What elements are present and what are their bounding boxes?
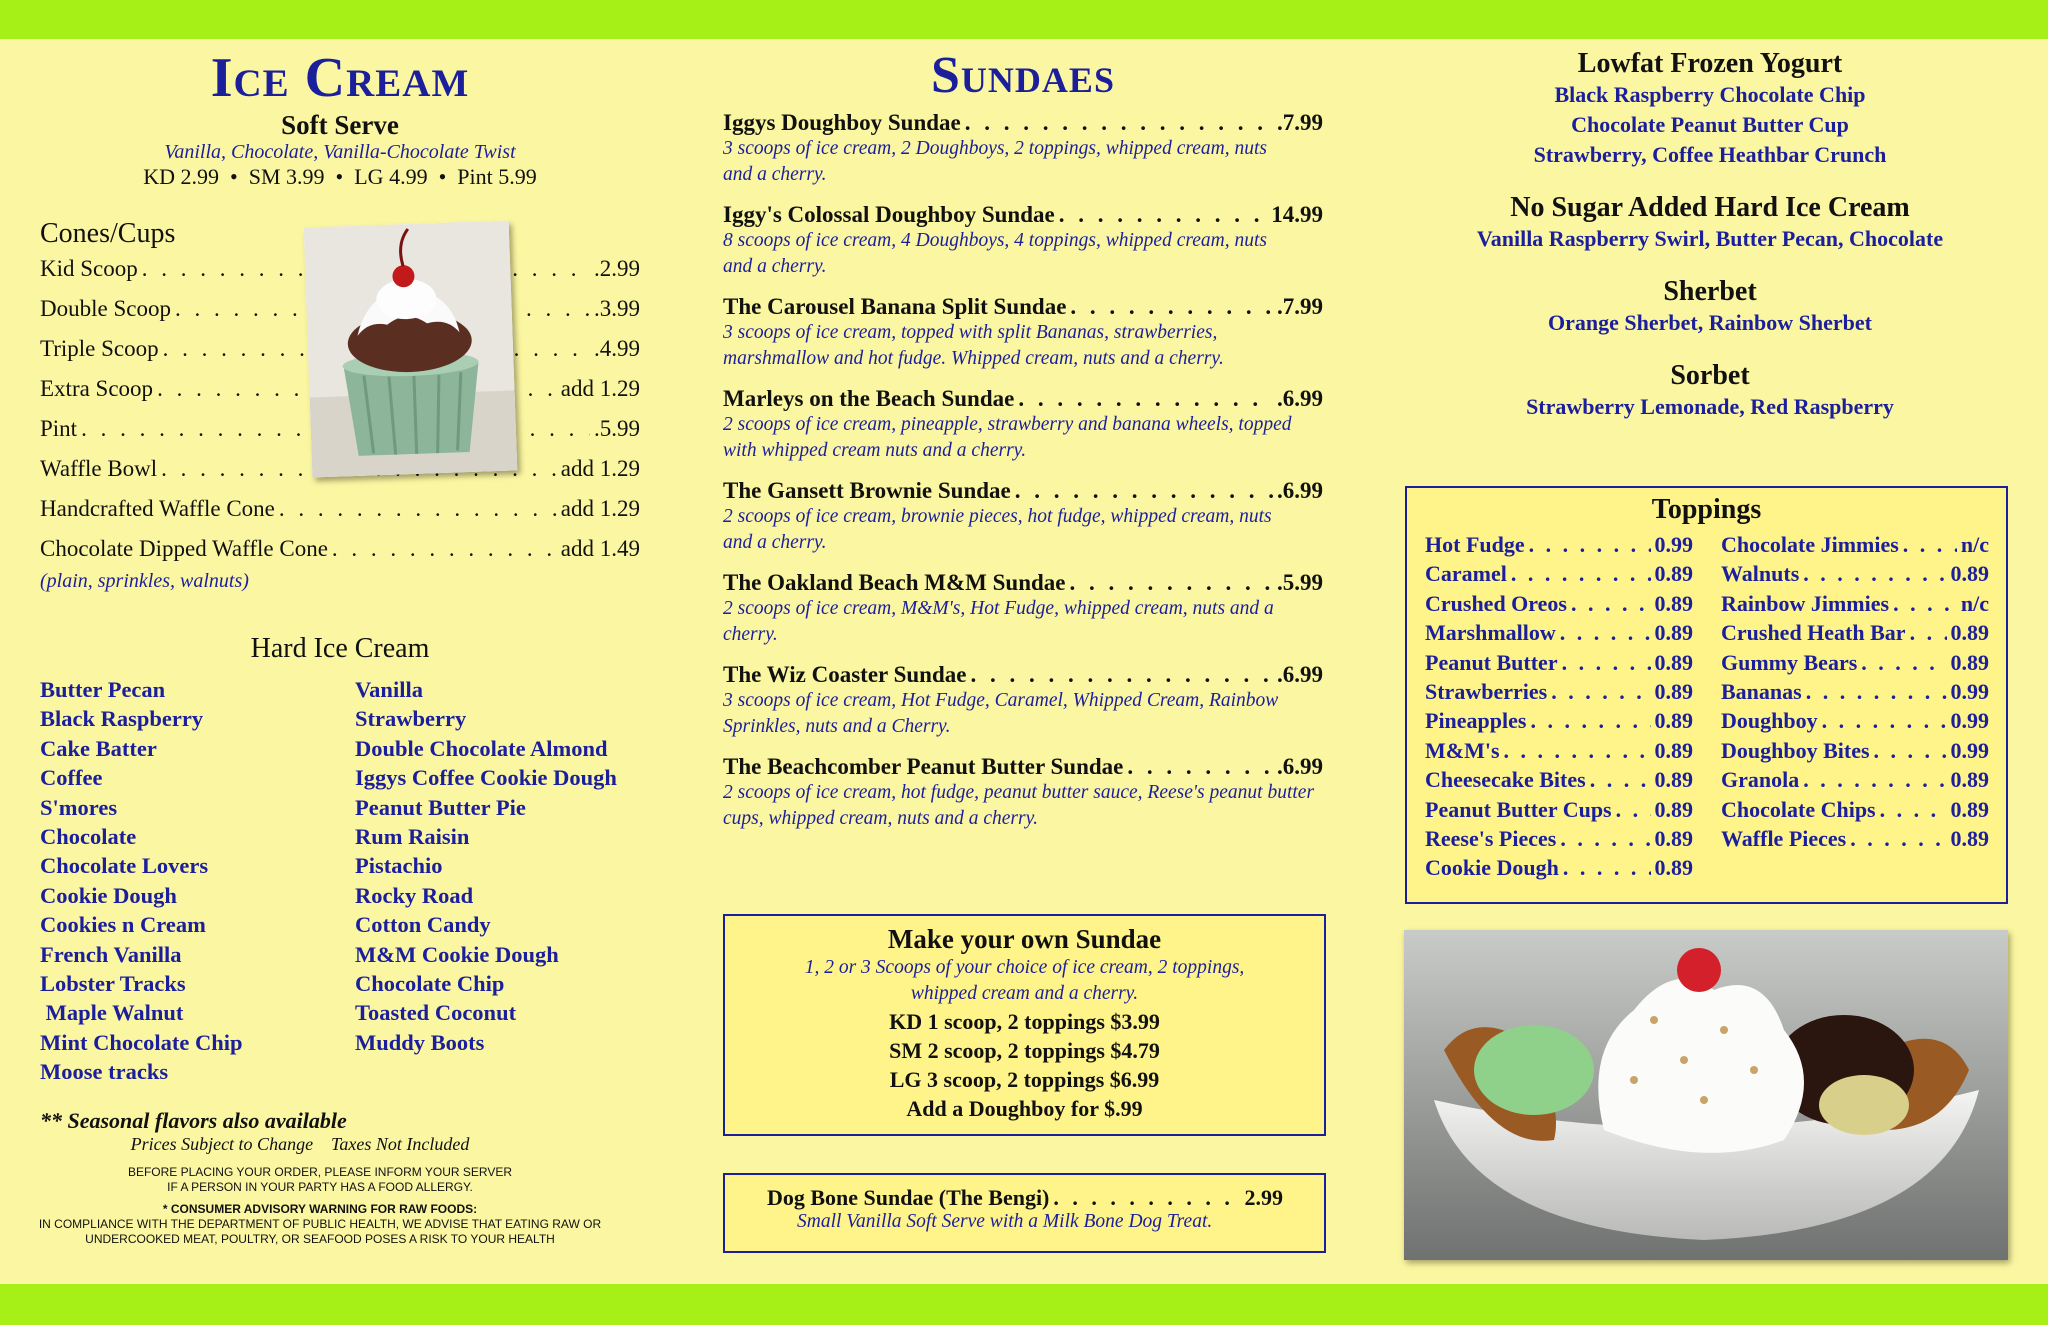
sundae-row: The Gansett Brownie Sundae . . . .6.99 [723,478,1323,504]
frozen-column [1410,48,2010,422]
flavor-item: Strawberry [355,706,467,732]
flavor-item: Vanilla [355,677,423,702]
flavor-item: Cookies n Cream [40,912,206,938]
toppings-right [1721,532,1989,885]
flavor-item: Rocky Road [355,882,474,908]
myo-title: Make your own Sundae [887,924,1162,954]
flavor-item: S'mores [40,794,118,820]
dog-sundae-desc: Small Vanilla Soft Serve with a Milk Bone Dog Treat. [797,1211,1213,1232]
flavor-item: Rum Raisin [355,823,470,849]
sundae-item [723,202,1323,280]
sundaes-title: Sundaes [931,47,1115,104]
topping-row: Reese's Pieces . . . 0.89 [1425,826,1693,855]
sorbet-title: Sorbet [1670,360,1750,391]
toppings-title: Toppings [1651,494,1762,525]
flavor-item: French Vanilla [40,941,182,967]
myo-line: Add a Doughboy for $.99 [906,1096,1143,1121]
advisory-line: UNDERCOOKED MEAT, POULTRY, OR SEAFOOD POSES A RISK TO YOUR HEALTH [85,1232,555,1247]
flavor-item: M&M Cookie Dough [355,941,559,967]
flavor-item: Mint Chocolate Chip [40,1029,243,1055]
flavor-item: Chocolate [40,823,137,849]
topping-row: Doughboy . . . 0.99 [1721,708,1989,737]
sundae-desc: 8 scoops of ice cream, 4 Doughboys, 4 toppings, whipped cream, nuts and a cherry. [723,230,1267,277]
topping-row: Crushed Oreos . . . 0.89 [1425,591,1693,620]
flavor-list-left [40,675,355,1086]
sundae-row: Iggys Doughboy Sundae . . . .7.99 [723,110,1323,136]
sherbet-line: Orange Sherbet, Rainbow Sherbet [1548,310,1872,335]
dog-sundae-box [723,1173,1326,1253]
allergy-notice [10,1165,630,1195]
hard-flavors [40,675,680,1086]
topping-row: Caramel . . . 0.89 [1425,561,1693,590]
topping-row: M&M's . . . 0.89 [1425,738,1693,767]
nosugar-line: Vanilla Raspberry Swirl, Butter Pecan, Chocolate [1476,226,1944,251]
topping-row: Rainbow Jimmies . . . n/c [1721,591,1989,620]
sundae-desc: 3 scoops of ice cream, Hot Fudge, Caramel, Whipped Cream, Rainbow Sprinkles, nuts and a Cherry. [723,690,1279,737]
seasonal-note: ** Seasonal flavors also available [40,1108,347,1134]
make-your-own-box [723,914,1326,1136]
advisory-line: * CONSUMER ADVISORY WARNING FOR RAW FOODS: [162,1202,478,1217]
flavor-item: Cotton Candy [355,912,491,938]
topping-row: Cheesecake Bites . . . 0.89 [1425,767,1693,796]
cone-row: Waffle Bowl . . . add 1.29 [40,456,640,496]
nosugar-title: No Sugar Added Hard Ice Cream [1510,192,1910,223]
topping-row: Peanut Butter Cups . . . 0.89 [1425,797,1693,826]
flavor-item: Moose tracks [40,1059,169,1085]
flavor-item: Chocolate Chip [355,970,505,996]
flavor-item: Cake Batter [40,735,157,761]
sundae-item [723,570,1323,648]
topping-row: Chocolate Jimmies . . . n/c [1721,532,1989,561]
flavor-item: Maple Walnut [40,1000,184,1026]
sundae-desc: 3 scoops of ice cream, topped with split Bananas, strawberries, marshmallow and hot fudge. Whipped cream, nuts and a cherry. [723,322,1224,369]
soft-serve-flavors: Vanilla, Chocolate, Vanilla-Chocolate Twist [164,141,516,163]
sundae-list [723,110,1323,832]
sundae-row: The Beachcomber Peanut Butter Sundae . . . .6.99 [723,754,1323,780]
sundae-desc: 2 scoops of ice cream, hot fudge, peanut butter sauce, Reese's peanut butter cups, whipped cream, nuts and a cherry. [723,782,1315,829]
flavor-list-right [355,675,670,1086]
topping-row: Strawberries . . . 0.89 [1425,679,1693,708]
hard-ice-cream-title: Hard Ice Cream [250,633,430,664]
cone-note: (plain, sprinkles, walnuts) [40,570,249,592]
toppings-box [1405,486,2008,904]
sundae-desc: 2 scoops of ice cream, pineapple, strawberry and banana wheels, topped with whipped cream nuts and a cherry. [723,414,1292,461]
topping-row: Doughboy Bites . . . 0.99 [1721,738,1989,767]
ice-cream-title: Ice Cream [210,47,470,109]
topping-row: Marshmallow . . . 0.89 [1425,620,1693,649]
sorbet-line: Strawberry Lemonade, Red Raspberry [1526,394,1894,419]
cone-row: Double Scoop . . . .3.99 [40,296,640,336]
soft-serve-title: Soft Serve [281,110,399,140]
yogurt-line: Strawberry, Coffee Heathbar Crunch [1533,142,1887,167]
sundae-item [723,110,1323,188]
flavor-item: Toasted Coconut [355,1000,517,1026]
topping-row: Gummy Bears . . . 0.89 [1721,650,1989,679]
ice-cream-cup-photo [304,220,518,477]
flavor-item: Coffee [40,765,103,791]
topping-row: Crushed Heath Bar . . . 0.89 [1721,620,1989,649]
sundae-desc: 2 scoops of ice cream, brownie pieces, hot fudge, whipped cream, nuts and a cherry. [723,506,1272,553]
cone-row: Handcrafted Waffle Cone . . . add 1.29 [40,496,640,536]
topping-row: Pineapples . . . 0.89 [1425,708,1693,737]
sundae-item [723,386,1323,464]
allergy-line: BEFORE PLACING YOUR ORDER, PLEASE INFORM YOUR SERVER [127,1165,513,1180]
flavor-item: Chocolate Lovers [40,853,209,879]
price-note: Prices Subject to Change Taxes Not Included [130,1134,470,1155]
flavor-item: Cookie Dough [40,882,177,908]
flavor-item: Pistachio [355,853,443,879]
yogurt-line: Chocolate Peanut Butter Cup [1571,112,1849,137]
sundae-row: Marleys on the Beach Sundae . . . .6.99 [723,386,1323,412]
sundae-item [723,478,1323,556]
sundae-row: The Wiz Coaster Sundae . . . .6.99 [723,662,1323,688]
cone-row: Extra Scoop . . . add 1.29 [40,376,640,416]
toppings-grid [1425,532,1988,885]
flavor-item: Peanut Butter Pie [355,794,526,820]
cone-row: Pint . . . .5.99 [40,416,640,456]
myo-desc: 1, 2 or 3 Scoops of your choice of ice cream, 2 toppings, whipped cream and a cherry. [804,957,1245,1004]
sundae-desc: 3 scoops of ice cream, 2 Doughboys, 2 toppings, whipped cream, nuts and a cherry. [723,138,1267,185]
yogurt-line: Black Raspberry Chocolate Chip [1554,82,1866,107]
topping-row: Waffle Pieces . . . 0.89 [1721,826,1989,855]
top-green-band [0,0,2048,39]
cone-row: Kid Scoop . . . .2.99 [40,256,640,296]
cones-title: Cones/Cups [40,218,176,249]
sundae-desc: 2 scoops of ice cream, M&M's, Hot Fudge, whipped cream, nuts and a cherry. [723,598,1274,645]
sundae-item [723,662,1323,740]
topping-row: Granola . . . 0.89 [1721,767,1989,796]
sundaes-column [723,47,1323,846]
myo-line: KD 1 scoop, 2 toppings $3.99 [889,1009,1160,1034]
sundae-item [723,754,1323,832]
flavor-item: Lobster Tracks [40,970,186,996]
cone-row: Chocolate Dipped Waffle Cone . . . add 1.49 [40,536,640,576]
flavor-item: Double Chocolate Almond [355,735,608,761]
topping-row: Cookie Dough . . . 0.89 [1425,855,1693,884]
flavor-item: Butter Pecan [40,677,166,702]
cone-row: Triple Scoop . . . .4.99 [40,336,640,376]
flavor-item: Black Raspberry [40,706,204,732]
soft-serve-prices: KD 2.99 • SM 3.99 • LG 4.99 • Pint 5.99 [143,164,537,189]
topping-row: Bananas . . . 0.99 [1721,679,1989,708]
bottom-green-band [0,1284,2048,1325]
sundae-item [723,294,1323,372]
sundae-row: Iggy's Colossal Doughboy Sundae . . . 14.99 [723,202,1323,228]
myo-line: LG 3 scoop, 2 toppings $6.99 [889,1067,1160,1092]
topping-row: Peanut Butter . . . 0.89 [1425,650,1693,679]
flavor-item: Muddy Boots [355,1029,485,1055]
sherbet-title: Sherbet [1663,276,1757,307]
myo-line: SM 2 scoop, 2 toppings $4.79 [889,1038,1160,1063]
advisory-line: IN COMPLIANCE WITH THE DEPARTMENT OF PUBLIC HEALTH, WE ADVISE THAT EATING RAW OR [38,1217,602,1232]
topping-row: Walnuts . . . 0.89 [1721,561,1989,590]
banana-split-photo [1404,930,2008,1260]
allergy-line: IF A PERSON IN YOUR PARTY HAS A FOOD ALLERGY. [167,1180,473,1195]
yogurt-title: Lowfat Frozen Yogurt [1577,48,1843,79]
consumer-advisory [0,1202,650,1247]
toppings-left [1425,532,1693,885]
sundae-row: The Oakland Beach M&M Sundae . . . .5.99 [723,570,1323,596]
topping-row: Hot Fudge . . . 0.99 [1425,532,1693,561]
dog-sundae-row: Dog Bone Sundae (The Bengi) . . . 2.99 [767,1185,1283,1211]
sundae-row: The Carousel Banana Split Sundae . . . .7.99 [723,294,1323,320]
flavor-item: Iggys Coffee Cookie Dough [355,765,617,791]
topping-row: Chocolate Chips . . . 0.89 [1721,797,1989,826]
